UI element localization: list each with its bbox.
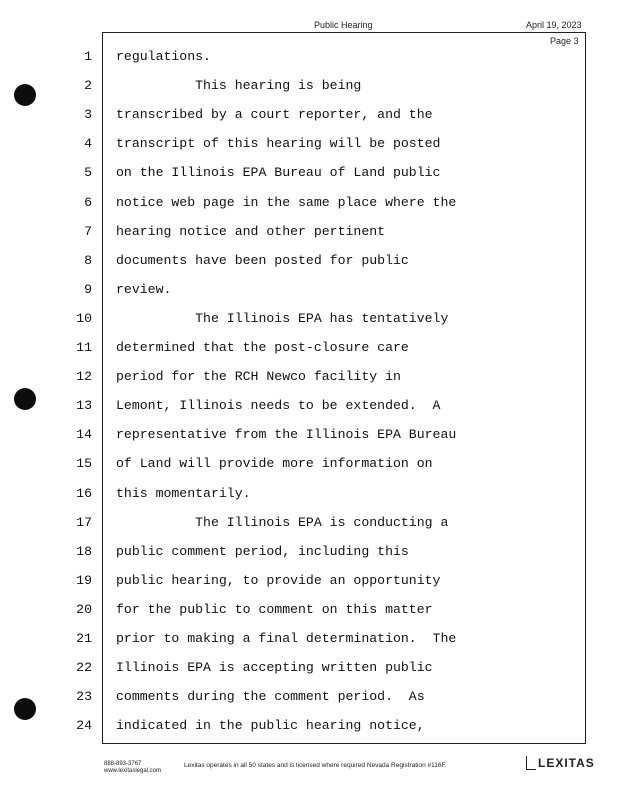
lexitas-logo <box>526 756 595 770</box>
line-number: 18 <box>76 543 92 559</box>
line-number: 14 <box>76 427 92 443</box>
line-text: The Illinois EPA is conducting a <box>116 514 449 530</box>
line-number: 23 <box>76 689 92 705</box>
line-number: 1 <box>84 49 92 64</box>
transcript-line <box>0 710 560 739</box>
line-number: 4 <box>84 136 92 152</box>
line-text: on the Illinois EPA Bureau of Land public <box>116 165 441 181</box>
transcript-line <box>0 70 560 99</box>
line-text: of Land will provide more information on <box>116 456 433 472</box>
transcript-line <box>0 245 560 274</box>
transcript-line <box>0 361 560 390</box>
line-number: 9 <box>84 281 92 297</box>
line-number: 16 <box>76 485 92 501</box>
line-text: period for the RCH Newco facility in <box>116 369 401 385</box>
line-number: 7 <box>84 223 92 239</box>
line-text: this momentarily. <box>116 485 251 501</box>
line-number: 13 <box>76 398 92 414</box>
transcript-line <box>0 507 560 536</box>
line-number: 6 <box>84 194 92 210</box>
transcript-line <box>0 157 560 186</box>
line-text: regulations. <box>116 49 211 64</box>
line-text: public hearing, to provide an opportunity <box>116 572 441 588</box>
transcript-line <box>0 652 560 681</box>
line-text: Lemont, Illinois needs to be extended. A <box>116 398 441 414</box>
page-number: Page 3 <box>550 36 579 46</box>
transcript-line <box>0 128 560 157</box>
line-text: hearing notice and other pertinent <box>116 223 386 239</box>
line-text: The Illinois EPA has tentatively <box>116 310 449 326</box>
transcript-line <box>0 478 560 507</box>
footer-phone: 888-893-3767 <box>104 761 142 767</box>
line-text: Illinois EPA is accepting written public <box>116 660 433 676</box>
transcript-line <box>0 448 560 477</box>
line-text: review. <box>116 281 172 297</box>
transcript-line <box>0 390 560 419</box>
line-number: 21 <box>76 631 92 646</box>
line-number: 24 <box>76 718 92 734</box>
line-number: 11 <box>76 340 92 355</box>
line-number: 17 <box>76 514 92 530</box>
header-date: April 19, 2023 <box>526 20 582 30</box>
logo-text: LEXITAS <box>538 756 595 770</box>
line-text: indicated in the public hearing notice, <box>116 718 425 734</box>
line-number: 12 <box>76 369 92 385</box>
transcript-line <box>0 187 560 216</box>
footer-notice: Lexitas operates in all 50 states and is licensed where required Nevada Registration #116F. <box>184 762 447 769</box>
transcript-line <box>0 419 560 448</box>
transcript-line <box>0 216 560 245</box>
line-number: 10 <box>76 310 92 326</box>
line-text: representative from the Illinois EPA Bureau <box>116 427 457 443</box>
transcript-line <box>0 274 560 303</box>
header-title: Public Hearing <box>314 20 373 30</box>
logo-mark-icon <box>526 756 536 770</box>
line-number: 5 <box>84 165 92 181</box>
line-text: determined that the post-closure care <box>116 340 409 355</box>
transcript-line <box>0 623 560 652</box>
transcript-line <box>0 332 560 361</box>
line-text: for the public to comment on this matter <box>116 601 433 617</box>
line-number: 8 <box>84 252 92 268</box>
line-text: notice web page in the same place where the <box>116 194 457 210</box>
transcript-line <box>0 594 560 623</box>
line-text: This hearing is being <box>116 78 362 94</box>
line-number: 2 <box>84 78 92 94</box>
line-number: 20 <box>76 601 92 617</box>
footer-website: www.lexitaslegal.com <box>104 768 162 774</box>
transcript-line <box>0 303 560 332</box>
line-number: 15 <box>76 456 92 472</box>
transcript-line <box>0 565 560 594</box>
transcript-line <box>0 41 560 70</box>
line-number: 19 <box>76 572 92 588</box>
transcript-line <box>0 99 560 128</box>
line-text: comments during the comment period. As <box>116 689 425 705</box>
transcript-line <box>0 536 560 565</box>
line-text: documents have been posted for public <box>116 252 409 268</box>
line-text: prior to making a final determination. The <box>116 631 457 646</box>
line-number: 3 <box>84 107 92 123</box>
footer-contact <box>104 761 161 775</box>
line-text: transcribed by a court reporter, and the <box>116 107 433 123</box>
transcript-line <box>0 681 560 710</box>
line-text: transcript of this hearing will be posted <box>116 136 441 152</box>
line-text: public comment period, including this <box>116 543 409 559</box>
line-number: 22 <box>76 660 92 676</box>
